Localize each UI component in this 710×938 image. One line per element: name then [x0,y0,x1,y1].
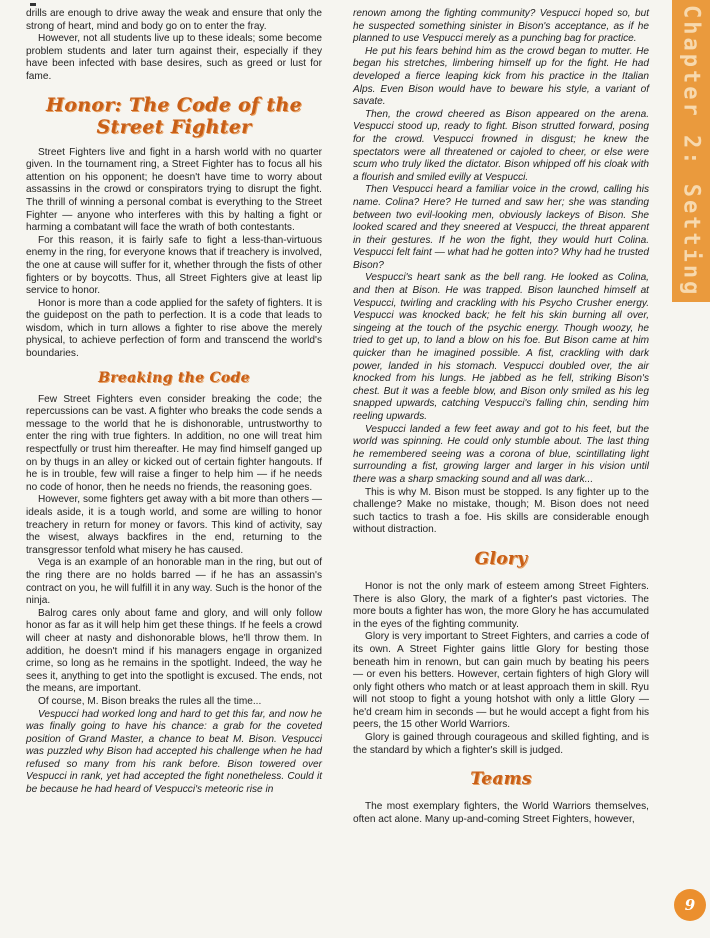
story-paragraph: Vespucci's heart sank as the bell rang. He looked as Colina, and then at Bison. He was trapped. Bison launched himself at Vespucci, twirling and crackling with his Psycho Crusher energy. Vespucci was knocked back; he felt his skin burning all over, singeing at the touch of the psychic energy. Though woozy, he tried to get up, to land a blow on his foe. But Bison came at him quicker than he imagined possible. A fist, crackling with dark power, landed in his stomach. Vespucci doubled over, the air knocked from his lungs. He jabbed as he fell, striking Bison's chest. But it was a feeble blow, and Bison only smiled as his leg snapped upwards, catching Vespucci's falling chin, sending him reeling upwards. [353,272,649,422]
body-paragraph: However, some fighters get away with a bit more than others — ideals aside, it is a tough world, and some are willing to honor treachery in return for money or favors. This kind of activity, say the wisest, always backfires in the end, returning to the transgressor tenfold what misery he has caused. [26,494,322,556]
story-paragraph: Vespucci had worked long and hard to get this far, and now he was finally going to have his chance: a grab for the coveted position of Grand Master, a chance to beat M. Bison. Vespucci was puzzled why Bison had accepted his challenge when he had refused so many from his rank before. Bison towered over Vespucci in rank, yet had accepted the fight nonetheless. Could it be because he had heard of Vespucci's meteoric rise in [26,708,322,796]
body-paragraph: Glory is gained through courageous and skilled fighting, and is the standard by which a fighter's skill is judged. [353,732,649,756]
heading-glory: Glory [474,548,528,569]
story-paragraph: Vespucci landed a few feet away and got to his feet, but the world was spinning. He could only stumble about. The last thing he remembered seeing was a corona of blue, scintillating light surrounding a fist, growing larger and larger in his vision until there was a sharp smacking sound and all was dark... [353,423,649,485]
left-column [26,8,322,797]
chapter-tab-label: Chapter 2: Setting [678,4,704,298]
body-paragraph: Street Fighters live and fight in a harsh world with no quarter given. In the tournament ring, a Street Fighter has to focus all his attention on his opponent; he doesn't have time to worry about assassins in the crowd or conspirators trying to disrupt the fight. The thrill of winning a personal combat is everything to the Street Fighter — anyone who interferes with this by halting a fight or harming a combatant will face the wrath of both contestants. [26,146,322,234]
right-column [353,8,649,826]
body-paragraph: This is why M. Bison must be stopped. Is any fighter up to the challenge? Make no mistake, though; M. Bison does not need such tactics to trash a foe. His skills are considerable enough without distraction. [353,486,649,536]
heading-code-of-street-fighter: Honor: The Code of the Street Fighter [46,93,302,138]
story-paragraph: Then Vespucci heard a familiar voice in the crowd, calling his name. Colina? Here? He turned and saw her; she was standing between two evil-looking men, obviously lackeys of Bison. She looked scared and they sneered at Vespucci, the threat apparent in their gestures. If he won the fight, they would hurt Colina. Vespucci felt faint — what had he gotten into? Why had he trusted Bison? [353,184,649,271]
body-paragraph: Glory is very important to Street Fighters, and carries a code of its own. A Street Fighter gains little Glory for besting those beneath him in renown, but can gain much by beating his peers — or even his betters. However, certain fighters of high Glory will only fight others who match or at least approach them in skill. Ryu will not stoop to fight a young hotshot with only a little Glory — he'd cream him in seconds — but he would accept a fight from his peers, the 15 other World Warriors. [353,631,649,731]
body-paragraph: The most exemplary fighters, the World Warriors themselves, often act alone. Many up-and-coming Street Fighters, however, [353,801,649,825]
body-paragraph: Balrog cares only about fame and glory, and will only follow honor as far as it will help him get these things. If he feels a crowd will cheer at nasty and dishonorable blows, he'll throw them. In addition, he doesn't mind if his managers engage in organized crime, so long as he remains in the spotlight. Indeed, the way he sees it, anything to get into the spotlight is excused. The ends, not the means, are important. [26,607,322,695]
story-paragraph: He put his fears behind him as the crowd began to mutter. He began his stretches, limbering himself up for the fight. He had developed a fierce leaping kick from his practice in the Italian Alps. Even Bison would have to beware his style, a variant of savate. [353,45,649,108]
body-paragraph: Few Street Fighters even consider breaking the code; the repercussions can be vast. A fighter who breaks the code sends a message to the world that he is dishonorable, untrustworthy to enter the ring with true fighters. In addition, no one will treat him respectfully or trust him thereafter. He may find himself ganged up on by thugs in an alley or kicked out of certain fighter hangouts. If he is in trouble, few will raise a finger to help him — if he needs no code of honor, then he needs no friends, the reasoning goes. [26,393,322,493]
body-paragraph: Honor is more than a code applied for the safety of fighters. It is the guidepost on the path to perfection. It is a code that leads to wisdom, which in turn allows a fighter to rise above the merely physical, to achieve perfection of form and transcend the world's boundaries. [26,297,322,360]
body-paragraph: Honor is not the only mark of esteem among Street Fighters. There is also Glory, the mark of a fighter's past victories. The more bouts a fighter has won, the more Glory he has accumulated in the eyes of the fighting community. [353,580,649,630]
body-paragraph: Of course, M. Bison breaks the rules all the time... [38,695,262,707]
story-paragraph: Then, the crowd cheered as Bison appeared on the arena. Vespucci stood up, ready to fight. Bison strutted forward, posing for the crowd. Vespucci frowned in disgust; he knew the spectators were all threatened or cajoled to cheer, or else were scum who truly liked the dictator. Bison whipped off his cloak with a flourish and smiled evilly at Vespucci. [353,108,649,183]
intro-paragraph: However, not all students live up to these ideals; some become problem students and later turn against their, especially if they have been infected with base desires, such as greed or lust for fame. [26,33,322,82]
top-mark [30,3,36,6]
page-number: 9 [674,889,706,921]
body-paragraph: Vega is an example of an honorable man in the ring, but out of the ring there are no holds barred — if he has an assassin's contract on you, he will fulfill it in any way. Such is the honor of the ninja. [26,557,322,607]
heading-teams: Teams [470,769,532,790]
intro-paragraph: drills are enough to drive away the weak and ensure that only the strong of heart, mind and body go on to enter the fray. [26,8,322,32]
story-paragraph: renown among the fighting community? Vespucci hoped so, but he suspected something sinister in Bison's acceptance, as if he planned to use Vespucci merely as a punching bag for practice. [353,8,649,45]
chapter-tab [672,0,710,302]
heading-breaking-the-code: Breaking the Code [98,369,250,386]
body-paragraph: For this reason, it is fairly safe to fight a less-than-virtuous enemy in the ring, for everyone knows that if treachery is involved, the one at cause will suffer for it, whether through the fists of other fighters or by boycotts. Thus, all Street Fighters give at least lip service to honor. [26,234,322,297]
